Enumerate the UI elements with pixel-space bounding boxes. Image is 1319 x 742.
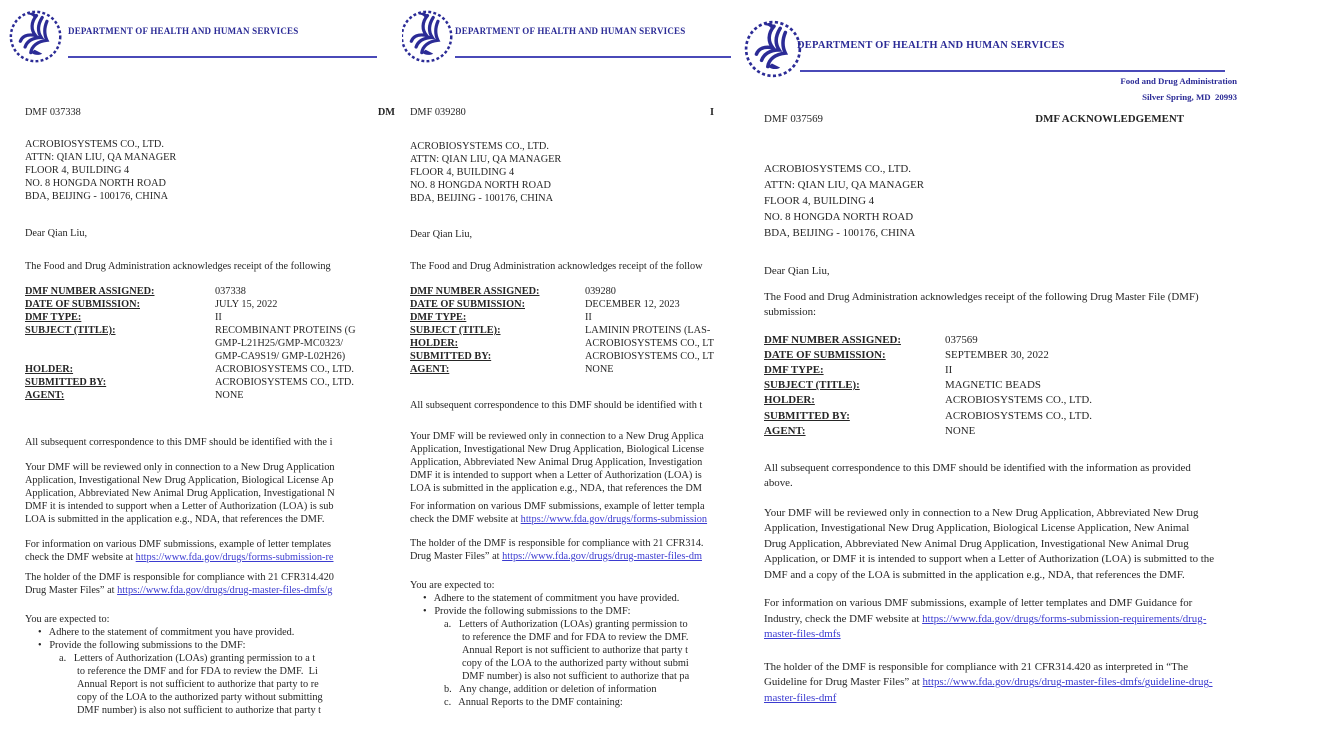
dmf-field-value: II [215,312,222,323]
text-line: to reference the DMF and for FDA to review the DMF. Li [77,666,318,677]
text-line: above. [764,477,793,490]
letterhead-rule [800,70,1225,72]
text-line [764,675,1319,691]
dmf-field-value: JULY 15, 2022 [215,299,278,310]
text-line: ACROBIOSYSTEMS CO., LTD. [25,139,164,150]
text-line: ATTN: QIAN LIU, QA MANAGER [764,179,925,191]
text-line [410,683,740,696]
text-line: b. Any change, addition or deletion of information [444,684,657,695]
title-row [410,107,740,118]
holder-paragraph [25,571,399,597]
dmf-field-value: 037569 [945,333,978,346]
dmf-table-row [25,389,399,402]
text-line [25,584,399,597]
dmf-details-table [764,333,1319,439]
correspondence-paragraph [410,399,740,412]
dmf-table-row [25,285,399,298]
text-line: BDA, BEIJING - 100176, CHINA [764,227,916,239]
department-title: DEPARTMENT OF HEALTH AND HUMAN SERVICES [68,26,299,36]
text-line [764,612,1319,628]
dmf-letter-039280 [402,0,740,742]
text-line: BDA, BEIJING - 100176, CHINA [25,191,169,202]
dmf-number: DMF 037338 [25,107,81,118]
text-line: Silver Spring, MD 20993 [1142,91,1237,102]
letterhead-rule [68,56,377,58]
text-line: NO. 8 HONGDA NORTH ROAD [25,178,166,189]
text-line [410,696,740,709]
dmf-table-row [25,376,399,389]
dmf-table-row [764,424,1319,439]
text-line [764,691,1319,707]
text-line: DMF and a copy of the LOA is submitted in the application e.g., NDA, that references the DMF. [764,568,1185,581]
text-line: All subsequent correspondence to this DMF should be identified with the information as provided [764,461,1191,474]
dmf-table-row [25,324,399,363]
text-line: Drug Master Files” at [25,585,118,596]
text-line: The Food and Drug Administration acknowledges receipt of the following [25,261,331,272]
dmf-table-row [25,311,399,324]
text-line: • Provide the following submissions to the DMF: [38,640,246,651]
text-line [410,644,740,657]
text-line [764,627,1319,643]
department-title: DEPARTMENT OF HEALTH AND HUMAN SERVICES [455,26,686,36]
fda-link[interactable]: https://www.fda.gov/drugs/drug-master-files-dmfs/g [117,585,333,596]
dmf-table-row [410,363,740,376]
review-paragraph [410,430,740,495]
text-line: Your DMF will be reviewed only in connection to a New Drug Application [25,462,335,473]
letter-title: DMF ACKNOWLEDGEMENT [1035,113,1184,125]
dmf-field-value: ACROBIOSYSTEMS CO., LT [585,351,714,362]
fda-link[interactable]: https://www.fda.gov/drugs/forms-submission-requirements/drug- [922,612,1207,625]
text-line: Application, Investigational New Drug Application, Biological License Application, New Animal [764,522,1190,535]
text-line: DMF it is intended to support when a Letter of Authorization (LOA) is sub [25,501,334,512]
greeting: Dear Qian Liu, [25,228,88,239]
dmf-table-row [410,337,740,350]
text-line [410,592,740,605]
dmf-letter-037338 [0,0,399,742]
expectations-list [25,613,399,717]
text-line: Industry, check the DMF website at [764,612,923,625]
dmf-table-row [764,348,1319,363]
dmf-field-label: DATE OF SUBMISSION: [764,348,886,361]
expectations-list [410,579,740,709]
letter-title-partial: DM [377,107,395,118]
dmf-table-row [410,350,740,363]
dmf-letter-037569 [740,0,1319,742]
holder-paragraph [410,537,740,563]
text-line: ATTN: QIAN LIU, QA MANAGER [410,154,562,165]
holder-paragraph [764,660,1319,707]
dmf-table-row [764,378,1319,393]
text-line: c. Annual Reports to the DMF containing: [444,697,623,708]
text-line: The holder of the DMF is responsible for compliance with 21 CFR314.420 [25,572,334,583]
text-line: Application, Investigational New Drug Application, Biological License [410,444,704,455]
hhs-eagle-logo-icon [402,8,456,65]
dmf-field-label: SUBMITTED BY: [764,409,850,422]
text-line: Your DMF will be reviewed only in connection to a New Drug Application, Abbreviated New Drug [764,506,1199,519]
text-line: Guideline for Drug Master Files” at [764,676,923,689]
dmf-field-label: HOLDER: [410,338,459,349]
text-line: check the DMF website at [25,552,136,563]
dmf-field-label: HOLDER: [764,394,815,407]
dmf-field-value: ACROBIOSYSTEMS CO., LTD. [215,364,354,375]
dmf-field-value: 039280 [585,286,616,297]
text-line [410,618,740,631]
dmf-field-label: DMF TYPE: [25,312,82,323]
intro-paragraph [25,260,399,273]
text-line [410,670,740,683]
text-line: • Adhere to the statement of commitment you have provided. [423,593,680,604]
text-line [25,678,399,691]
review-paragraph [764,506,1319,584]
dmf-field-label: DMF TYPE: [410,312,467,323]
dmf-details-table [410,285,740,376]
text-line: All subsequent correspondence to this DMF should be identified with the i [25,437,333,448]
dmf-field-value: 037338 [215,286,246,297]
hhs-eagle-logo-icon [8,8,65,65]
letterhead-rule [455,56,731,58]
text-line [410,605,740,618]
dmf-field-value: ACROBIOSYSTEMS CO., LT [585,338,714,349]
intro-paragraph [764,290,1319,321]
dmf-field-label: SUBMITTED BY: [25,377,107,388]
text-line: All subsequent correspondence to this DMF should be identified with t [410,400,703,411]
text-line: Application, Abbreviated New Animal Drug Application, Investigation [410,457,703,468]
text-line: ACROBIOSYSTEMS CO., LTD. [410,141,549,152]
dmf-table-row [410,298,740,311]
recipient-address [764,161,1319,241]
text-line: Your DMF will be reviewed only in connection to a New Drug Applica [410,431,704,442]
dmf-field-label: DMF NUMBER ASSIGNED: [25,286,155,297]
dmf-table-row [25,363,399,376]
greeting: Dear Qian Liu, [764,265,830,277]
text-line: DMF number) is also not sufficient to authorize that pa [462,671,690,682]
dmf-field-label: AGENT: [25,390,65,401]
dmf-field-label: SUBJECT (TITLE): [25,325,116,336]
dmf-field-label: DATE OF SUBMISSION: [410,299,525,310]
text-line: For information on various DMF submissions, example of letter templa [410,501,705,512]
text-line: You are expected to: [25,614,110,625]
greeting: Dear Qian Liu, [410,229,473,240]
text-line: a. Letters of Authorization (LOAs) granting permission to [444,619,688,630]
intro-paragraph [410,260,740,273]
text-line [410,550,740,563]
recipient-address [410,140,740,205]
text-line: Application, Abbreviated New Animal Drug Application, Investigational N [25,488,335,499]
dmf-field-label: SUBJECT (TITLE): [764,379,860,392]
dmf-field-value: ACROBIOSYSTEMS CO., LTD. [945,409,1092,422]
dmf-number: DMF 039280 [410,107,466,118]
text-line: ACROBIOSYSTEMS CO., LTD. [764,163,911,175]
letterhead [25,0,399,65]
correspondence-paragraph [25,436,399,449]
fda-link[interactable]: https://www.fda.gov/drugs/drug-master-files-dm [502,551,702,562]
text-line: Drug Master Files” at [410,551,503,562]
fda-link[interactable]: https://www.fda.gov/drugs/forms-submission-re [135,552,334,563]
dmf-field-value: RECOMBINANT PROTEINS (G GMP-L21H25/GMP-MC0323/ GMP-CA9S19/ GMP-L02H26) [215,325,356,362]
dmf-table-row [764,363,1319,378]
dmf-field-value: SEPTEMBER 30, 2022 [945,348,1049,361]
dmf-field-value: II [585,312,592,323]
text-line: copy of the LOA to the authorized party without submitting [77,692,323,703]
letterhead [764,0,1319,102]
text-line: Food and Drug Administration [1120,76,1237,86]
dmf-table-row [764,409,1319,424]
dmf-field-label: DMF TYPE: [764,363,824,376]
text-line: You are expected to: [410,580,495,591]
dmf-field-label: AGENT: [410,364,450,375]
text-line: to reference the DMF and for FDA to review the DMF. [462,632,689,643]
text-line: Application, Investigational New Drug Application, Biological License Ap [25,475,334,486]
text-line [410,631,740,644]
text-line: check the DMF website at [410,514,521,525]
text-line: DMF it is intended to support when a Letter of Authorization (LOA) is [410,470,702,481]
title-row [25,107,399,118]
text-line [25,551,399,564]
department-title: DEPARTMENT OF HEALTH AND HUMAN SERVICES [797,40,1065,51]
text-line: submission: [764,306,817,318]
text-line: Drug Application, Abbreviated New Animal Drug Application, Investigational New Animal Drug [764,537,1189,550]
text-line: ATTN: QIAN LIU, QA MANAGER [25,152,177,163]
text-line [410,513,740,526]
correspondence-paragraph [764,461,1319,492]
text-line: • Adhere to the statement of commitment you have provided. [38,627,295,638]
text-line: Application, or DMF it is intended to support when a Letter of Authorization (LOA) is submitted to the [764,553,1215,566]
fda-link[interactable]: master-files-dmf [764,691,837,704]
dmf-field-label: HOLDER: [25,364,74,375]
text-line: The holder of the DMF is responsible for compliance with 21 CFR314. [410,538,704,549]
text-line: The Food and Drug Administration acknowledges receipt of the follow [410,261,703,272]
text-line [25,639,399,652]
dmf-field-value: NONE [585,364,614,375]
fda-link[interactable]: master-files-dmfs [764,628,841,641]
text-line [25,665,399,678]
dmf-field-value: II [945,363,953,376]
text-line: FLOOR 4, BUILDING 4 [764,195,875,207]
dmf-field-value: LAMININ PROTEINS (LAS- [585,325,711,336]
dmf-field-value: DECEMBER 12, 2023 [585,299,680,310]
info-paragraph [764,596,1319,643]
info-paragraph [25,538,399,564]
text-line: LOA is submitted in the application e.g., NDA, that references the DMF. [25,514,325,525]
info-paragraph [410,500,740,526]
text-line: DMF number) is also not sufficient to authorize that party t [77,705,322,716]
text-line [25,691,399,704]
text-line: NO. 8 HONGDA NORTH ROAD [410,180,551,191]
recipient-address [25,138,399,203]
dmf-table-row [764,333,1319,348]
dmf-field-label: SUBMITTED BY: [410,351,492,362]
text-line: copy of the LOA to the authorized party without submi [462,658,689,669]
dmf-table-row [764,393,1319,408]
dmf-table-row [410,324,740,337]
fda-office-address [1120,74,1237,105]
text-line: For information on various DMF submissions, example of letter templates and DMF Guidance for [764,597,1193,610]
text-line: Annual Report is not sufficient to authorize that party t [462,645,689,656]
title-row [764,113,1319,125]
dmf-field-value: NONE [945,424,976,437]
text-line: • Provide the following submissions to the DMF: [423,606,631,617]
text-line: The Food and Drug Administration acknowledges receipt of the following Drug Master File (DMF) [764,290,1199,303]
text-line: For information on various DMF submissions, example of letter templates [25,539,332,550]
dmf-details-table [25,285,399,402]
dmf-field-value: MAGNETIC BEADS [945,379,1041,392]
dmf-field-label: AGENT: [764,424,806,437]
text-line: FLOOR 4, BUILDING 4 [410,167,515,178]
text-line: BDA, BEIJING - 100176, CHINA [410,193,554,204]
text-line: Annual Report is not sufficient to authorize that party to re [77,679,319,690]
text-line: LOA is submitted in the application e.g., NDA, that references the DM [410,483,702,494]
dmf-field-label: DATE OF SUBMISSION: [25,299,140,310]
letter-title-partial: I [709,107,714,118]
fda-link[interactable]: https://www.fda.gov/drugs/drug-master-files-dmfs/guideline-drug- [922,676,1213,689]
dmf-table-row [410,311,740,324]
dmf-table-row [25,298,399,311]
review-paragraph [25,461,399,526]
text-line [25,626,399,639]
letterhead [410,0,740,65]
text-line: NO. 8 HONGDA NORTH ROAD [764,211,914,223]
text-line [410,657,740,670]
text-line: The holder of the DMF is responsible for compliance with 21 CFR314.420 as interpreted in “The [764,660,1189,673]
text-line: a. Letters of Authorization (LOAs) granting permission to a t [59,653,316,664]
hhs-eagle-logo-icon [743,18,805,80]
text-line [25,652,399,665]
dmf-field-label: DMF NUMBER ASSIGNED: [410,286,540,297]
dmf-field-value: ACROBIOSYSTEMS CO., LTD. [215,377,354,388]
dmf-field-value: ACROBIOSYSTEMS CO., LTD. [945,394,1092,407]
dmf-table-row [410,285,740,298]
fda-link[interactable]: https://www.fda.gov/drugs/forms-submission [520,514,708,525]
dmf-field-label: DMF NUMBER ASSIGNED: [764,333,901,346]
text-line [25,704,399,717]
text-line: FLOOR 4, BUILDING 4 [25,165,130,176]
dmf-number: DMF 037569 [764,113,823,125]
dmf-field-label: SUBJECT (TITLE): [410,325,501,336]
dmf-field-value: NONE [215,390,244,401]
